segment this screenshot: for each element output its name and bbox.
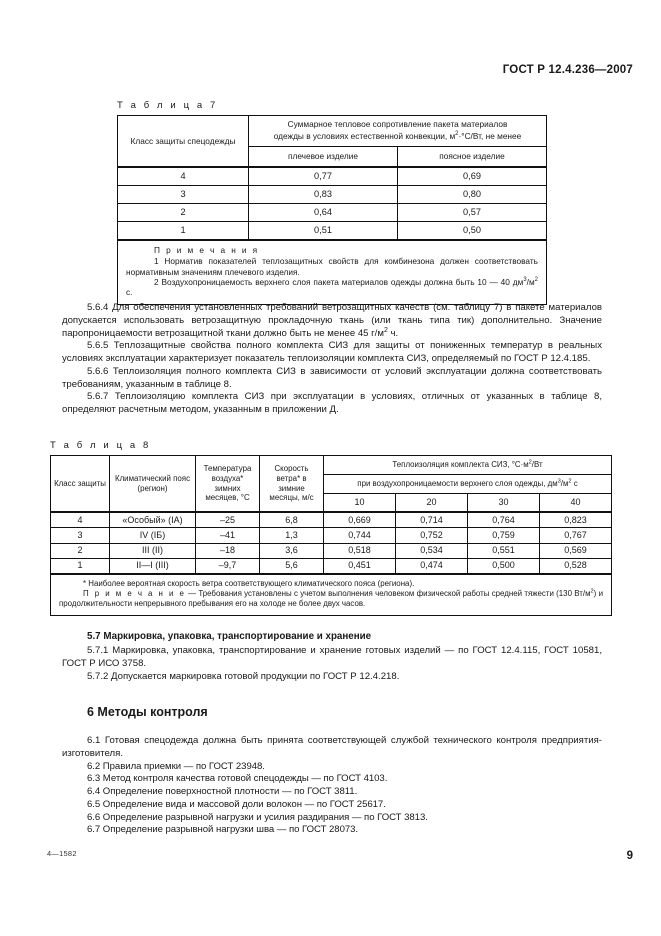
t8-cell-v20: 0,534	[396, 543, 468, 558]
t8-cell-v40: 0,823	[540, 512, 612, 528]
t8-cell-v30: 0,500	[468, 558, 540, 574]
table-8-caption: Т а б л и ц а 8	[50, 440, 151, 451]
t8-cell-wind: 6,8	[260, 512, 324, 528]
para-5-6-6: 5.6.6 Теплоизоляция полного комплекта СИЗ в зависимости от условий эксплуатации должна соответствовать требованиям, указанным в таблице 8.	[62, 365, 602, 390]
table-8-block	[50, 440, 611, 616]
t8-cell-class: 4	[51, 512, 110, 528]
table-7	[117, 115, 547, 305]
table-8	[50, 455, 612, 616]
t7-cell-waist: 0,69	[398, 167, 547, 186]
para-6-6: 6.6 Определение разрывной нагрузки и усилия раздирания — по ГОСТ 3813.	[87, 811, 428, 823]
table-8-notes-row	[51, 574, 612, 615]
t7-cell-shoulder: 0,51	[249, 222, 398, 241]
t8-footnote: * Наиболее вероятная скорость ветра соответствующего климатического пояса (региона).	[83, 579, 415, 588]
heading-5-7: 5.7 Маркировка, упаковка, транспортирование и хранение	[87, 631, 372, 642]
t8-cell-temp: –41	[196, 528, 260, 543]
t8-cell-v20: 0,714	[396, 512, 468, 528]
table-row	[118, 204, 547, 222]
t8-notes	[51, 574, 612, 615]
t7-cell-shoulder: 0,77	[249, 167, 398, 186]
para-6-7: 6.7 Определение разрывной нагрузки шва — по ГОСТ 28073.	[87, 824, 359, 836]
t8-cell-zone: IV (IБ)	[110, 528, 196, 543]
t8-cell-v10: 0,744	[324, 528, 396, 543]
t7-cell-class: 3	[118, 186, 249, 204]
t8-cell-wind: 5,6	[260, 558, 324, 574]
t8-note: П р и м е ч а н и е — Требования установлены с учетом выполнения человеком физической работы средней тяжести (130 $Вт/м^2$) и продолжительности непрерывного пребывания его на холоде не более двух часов.	[59, 588, 604, 608]
t8-header-perm-10: 10	[324, 494, 396, 513]
t7-cell-shoulder: 0,83	[249, 186, 398, 204]
body-paragraphs-57	[62, 645, 602, 683]
table-row	[118, 167, 547, 186]
t7-note-1: 1 Норматив показателей теплозащитных свойств для комбинезона должен соответствовать нормативным значениям плечевого изделия.	[126, 256, 538, 277]
table-row	[118, 222, 547, 241]
table-row	[51, 456, 612, 475]
t8-cell-v10: 0,669	[324, 512, 396, 528]
table-row	[51, 512, 612, 528]
t8-cell-zone: «Особый» (IA)	[110, 512, 196, 528]
t8-cell-class: 2	[51, 543, 110, 558]
signature-mark: 4—1582	[47, 849, 77, 858]
table-7-notes-row	[118, 240, 547, 304]
para-5-6-5: 5.6.5 Теплозащитные свойства полного комплекта СИЗ для защиты от пониженных температур в реальных условиях эксплуатации характеризует показатель теплоизоляции комплекта СИЗ, определяемый по ГОСТ Р 12.4.185.	[62, 340, 602, 364]
t8-cell-v30: 0,764	[468, 512, 540, 528]
table-row	[118, 186, 547, 204]
table-row	[51, 543, 612, 558]
t7-header-group: Суммарное тепловое сопротивление пакета материалов одежды в условиях естественной конвекции, $м^2\cdot^\circ С/Вт$, не менее	[249, 116, 547, 147]
t7-cell-class: 1	[118, 222, 249, 241]
t7-cell-waist: 0,57	[398, 204, 547, 222]
para-6-3: 6.3 Метод контроля качества готовой спецодежды — по ГОСТ 4103.	[87, 773, 388, 785]
t8-cell-zone: III (II)	[110, 543, 196, 558]
para-6-4: 6.4 Определение поверхностной плотности — по ГОСТ 3811.	[87, 786, 358, 797]
heading-6: 6 Методы контроля	[87, 705, 208, 719]
table-row	[118, 116, 547, 147]
t7-note-2: 2 Воздухопроницаемость верхнего слоя пакета материалов одежды должна быть 10 — 40 $дм^3/м^2$ с.	[126, 277, 538, 298]
t8-cell-wind: 1,3	[260, 528, 324, 543]
t8-cell-temp: –18	[196, 543, 260, 558]
t8-cell-v40: 0,767	[540, 528, 612, 543]
standard-header: ГОСТ Р 12.4.236—2007	[502, 64, 633, 76]
t8-cell-class: 1	[51, 558, 110, 574]
t8-cell-v10: 0,518	[324, 543, 396, 558]
para-5-7-2: 5.7.2 Допускается маркировка готовой продукции по ГОСТ Р 12.4.218.	[87, 670, 400, 682]
t7-cell-shoulder: 0,64	[249, 204, 398, 222]
para-5-6-7: 5.6.7 Теплоизоляцию комплекта СИЗ при эксплуатации в условиях, отличных от указанных в таблице 8, определяют расчетным методом, указанным в приложении Д.	[62, 391, 602, 415]
t8-cell-temp: –9,7	[196, 558, 260, 574]
t8-header-class: Класс защиты	[51, 456, 110, 513]
t8-cell-v40: 0,528	[540, 558, 612, 574]
para-5-7-1: 5.7.1 Маркировка, упаковка, транспортирование и хранение готовых изделий — по ГОСТ 12.4.115, ГОСТ 10581, ГОСТ Р ИСО 3758.	[62, 645, 602, 669]
t7-header-class: Класс защиты спецодежды	[118, 116, 249, 168]
t7-cell-class: 2	[118, 204, 249, 222]
t8-header-zone: Климатический пояс (регион)	[110, 456, 196, 513]
t7-notes	[118, 240, 547, 304]
t8-cell-wind: 3,6	[260, 543, 324, 558]
t8-header-temp: Температура воздуха* зимних месяцев, °С	[196, 456, 260, 513]
para-6-5: 6.5 Определение вида и массовой доли волокон — по ГОСТ 25617.	[87, 798, 386, 810]
t8-header-perm-40: 40	[540, 494, 612, 513]
t8-cell-v10: 0,451	[324, 558, 396, 574]
t7-cell-waist: 0,50	[398, 222, 547, 241]
t8-cell-zone: II—I (III)	[110, 558, 196, 574]
t8-cell-v20: 0,752	[396, 528, 468, 543]
t8-cell-v20: 0,474	[396, 558, 468, 574]
t8-header-perm-30: 30	[468, 494, 540, 513]
t7-header-waist: поясное изделие	[398, 147, 547, 168]
t8-cell-temp: –25	[196, 512, 260, 528]
table-row	[51, 528, 612, 543]
t8-cell-v30: 0,759	[468, 528, 540, 543]
t8-header-wind: Скорость ветра* в зимние месяцы, м/с	[260, 456, 324, 513]
body-paragraphs-56	[62, 302, 602, 417]
table-row	[51, 558, 612, 574]
t8-header-permeability-group: при воздухопроницаемости верхнего слоя одежды, $дм^3/м^2$ с	[324, 475, 612, 494]
t8-cell-class: 3	[51, 528, 110, 543]
body-paragraphs-6	[62, 735, 602, 837]
t7-cell-waist: 0,80	[398, 186, 547, 204]
t8-cell-v30: 0,551	[468, 543, 540, 558]
t7-cell-class: 4	[118, 167, 249, 186]
table-7-caption: Т а б л и ц а 7	[117, 100, 218, 111]
t7-notes-title: П р и м е ч а н и я	[154, 245, 260, 255]
t8-cell-v40: 0,569	[540, 543, 612, 558]
para-5-6-4: 5.6.4 Для обеспечения установленных требований ветрозащитных качеств (см. таблицу 7) в пакете материалов допускается использовать ветрозащитную прокладочную ткань (или ткань типа тик) дополнительно. Значение паропроницаемости ветрозащитной ткани должно быть не менее 45 $г/м^2$ ч.	[62, 302, 602, 339]
para-6-2: 6.2 Правила приемки — по ГОСТ 23948.	[87, 760, 265, 772]
page-number: 9	[626, 850, 633, 862]
t8-header-perm-20: 20	[396, 494, 468, 513]
t8-header-insulation-group: Теплоизоляция комплекта СИЗ, $^\circ С\cdot м^2/Вт$	[324, 456, 612, 475]
table-7-block	[117, 100, 546, 305]
para-6-1: 6.1 Готовая спецодежда должна быть принята соответствующей службой технического контроля предприятия-изготовителя.	[62, 735, 602, 759]
t7-header-shoulder: плечевое изделие	[249, 147, 398, 168]
